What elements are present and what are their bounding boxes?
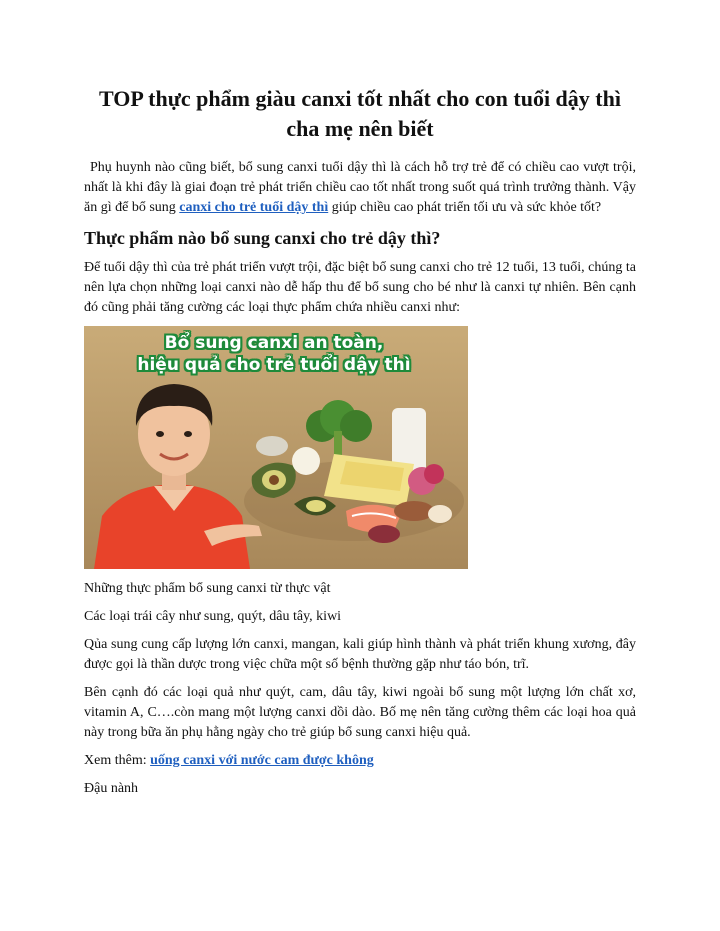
calcium-foods-image <box>84 326 468 569</box>
fruits-paragraph: Các loại trái cây như sung, quýt, dâu tây, kiwi <box>84 609 342 624</box>
fruits-detail-paragraph: Bên cạnh đó các loại quả như quýt, cam, dâu tây, kiwi ngoài bổ sung một lượng lớn chất xơ, vitamin A, C….còn mang một lượng canxi dồi dào. Bố mẹ nên tăng cường thêm các loại hoa quả này trong bữa ăn phụ hằng ngày cho trẻ giúp bổ sung canxi hiệu quả. <box>84 685 636 740</box>
banner-line-2: hiệu quả cho trẻ tuổi dậy thì <box>137 355 411 375</box>
see-more-label: Xem thêm: <box>84 753 151 768</box>
page-title: TOP thực phẩm giàu canxi tốt nhất cho con tuổi dậy thì cha mẹ nên biết <box>99 86 621 141</box>
see-more-paragraph <box>84 751 636 771</box>
intro-text-before: Phụ huynh nào cũng biết, bổ sung canxi tuổi dậy thì là cách hỗ trợ trẻ để có chiều cao vượt trội, nhất là khi đây là giai đoạn trẻ phát triển chiều cao tốt nhất trong suốt quá trình trưởng thành. Vậy ăn gì để bổ sung <box>84 160 636 215</box>
section-heading: Thực phẩm nào bổ sung canxi cho trẻ dậy thì? <box>84 228 441 248</box>
intro-text-after: giúp chiều cao phát triển tối ưu và sức khỏe tốt? <box>328 200 602 215</box>
banner-line-1: Bổ sung canxi an toàn, <box>164 333 384 353</box>
image-banner <box>124 332 424 376</box>
intro-paragraph <box>84 158 636 218</box>
article <box>84 84 636 807</box>
fig-paragraph: Qủa sung cung cấp lượng lớn canxi, mangan, kali giúp hình thành và phát triển khung xương, đây được gọi là thần dược trong việc chữa một số bệnh thường gặp như táo bón, trĩ. <box>84 637 636 672</box>
section-intro-paragraph: Để tuổi dậy thì của trẻ phát triển vượt trội, đặc biệt bổ sung canxi cho trẻ 12 tuổi, 13 tuổi, chúng ta nên lựa chọn những loại canxi nào dễ hấp thu để bổ sung cho bé như là canxi tự nhiên. Bên cạnh đó cũng phải tăng cường các loại thực phẩm chứa nhiều canxi như: <box>84 260 636 315</box>
soy-paragraph: Đậu nành <box>84 781 139 796</box>
calcium-puberty-link[interactable]: canxi cho trẻ tuổi dậy thì <box>179 200 329 215</box>
calcium-orange-juice-link[interactable]: uống canxi với nước cam được không <box>150 753 374 768</box>
plant-foods-paragraph: Những thực phẩm bổ sung canxi từ thực vật <box>84 581 331 596</box>
